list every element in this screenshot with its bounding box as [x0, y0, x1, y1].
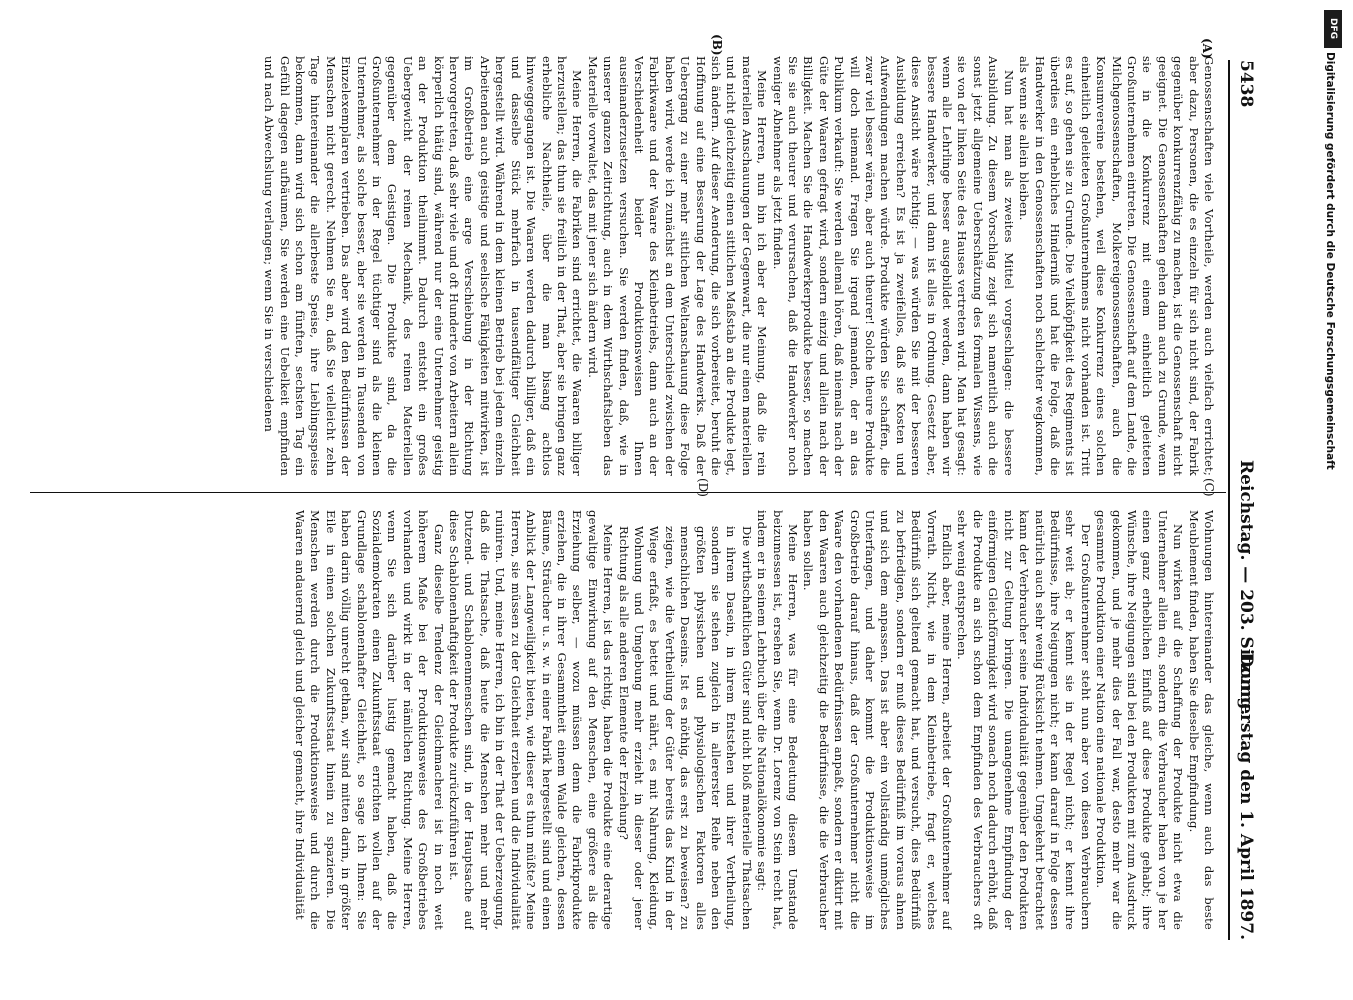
paragraph: Meine Herren, die Fabriken sind errichtet, die Waaren billiger herzustellen; das thun sie freilich in der That, aber sie bringen ganz erhebliche Nachtheile, über die man bisang achtlos hinweggegangen ist. Die Waaren werden dadurch billiger, daß ein und dasselbe Stück mehrfach in tausendfältiger Gleichheit hergestellt wird. Während in dem kleinen Betrieb bei jedem einzeln Arbeitenden auch geistige und seelische Fähigkeiten mitwirken, ist im Großbetrieb eine arge Verschiebung in der Richtung hervorgetreten, daß sehr viele und oft Hunderte von Arbeitern allein körperlich thätig sind, während nur der eine Unternehmer geistig an der Produktion theilnimmt. Dadurch entsteht ein großes Uebergewicht der reinen Mechanik, des reinen Materiellen gegenüber dem Geistigen. Die Produkte sind, da die Großunternehmer in der Regel tüchtiger sind als die kleinen Unternehmer, als solche besser, aber sie werden in Tausenden von Einzelexemplaren vertrieben. Das aber wird den Bedürfnissen der Menschen nicht gerecht. Nehmen Sie an, daß Sie vielleicht zehn Tage hintereinander die allerbeste Speise, ihre Lieblingsspeise bekommen, dann wird sich schon am fünften, sechsten Tag ein Gefühl dagegen aufbäumen, Sie werden eine Uebelkeit empfinden und nach Abwechslung verlangen; wenn Sie in verschiedenen [262, 56, 585, 476]
session-title: Reichstag. — 203. Sitzung. [1236, 460, 1256, 716]
margin-marker-c: (C) [1202, 478, 1216, 497]
paragraph: Nun wirken auf die Schaffung der Produkte nicht etwa die Unternehmer allein ein, sondern die Verbraucher haben von je her einen ganz erheblichen Einfluß auf diese Produkte gehabt; ihre Wünsche, ihre Neigungen sind bei den Produkten mit zum Ausdruck gekommen, und je mehr dies der Fall war, desto mehr war die gesammte Produktion einer Nation eine nationale Produktion. [1094, 510, 1186, 930]
page-header [1226, 60, 1256, 940]
rotated-document [2, 0, 1292, 1000]
margin-marker-b: (B) [710, 34, 724, 56]
page-number: 5438 [1236, 60, 1256, 108]
paragraph: Endlich aber, meine Herren, arbeitet der Großunternehmer auf Vorrath. Nicht, wie in dem Kleinbetriebe, fragt er, welches Bedürfniß sich geltend gemacht hat, und versucht, dies Bedürfniß zu befriedigen, sondern er muß dieses Bedürfniß im voraus ahnen und sich dem anpassen. Das ist aber ein vollständig unmögliches Unterfangen, und daher kommt die Produktionsweise im Großbetrieb darauf hinaus, daß der Großunternehmer nicht die Waare den vorhandenen Bedürfnissen anpaßt, sondern er diktirt mit den Waaren auch gleichzeitig die Bedürfnisse, die die Verbraucher haben sollen. [801, 510, 955, 930]
left-column [30, 56, 1216, 476]
session-date: Donnerstag den 1. April 1897. [1236, 652, 1256, 940]
paragraph: Genossenschaften viele Vortheile, werden auch vielfach errichtet; aber dazu, Personen, die es einzeln für sich nicht sind, der Fabrik gegenüber konkurrenzfähig zu machen, ist die Genossenschaft nicht geeignet. Die Genossenschaften gehen dann auch zu Grunde, wenn sie in die Konkurrenz mit einem einheitlich geleiteten Großunternehmen eintreten. Die Genossenschaft auf dem Lande, die Milchgenossenschaften, Molkereigenossenschaften, auch die Konsumvereine bestehen, weil diese Konkurrenz eines solchen einheitlich geleiteten Großunternehmens nicht vorhanden ist. Tritt es auf, so gehen sie zu Grunde. Die Vielköpfigkeit des Regiments ist überdies ein erhebliches Hinderniß und hat die Folge, daß die Handwerker in den Genossenschaften noch schlechter wegkommen, als wenn sie allein bleiben. [1017, 56, 1216, 476]
block-quote: Die wirthschaftlichen Güter sind nicht bloß materielle Thatsachen in ihrem Dasein, in ihrem Entstehen und ihrer Vertheilung, sondern sie stehen zugleich in allererster Reihe neben den größten physischen und physiologischen Faktoren alles menschlichen Daseins. Ist es nöthig, das erst zu beweisen? zu zeigen, wie die Vertheilung der Güter bereits das Kind in der Wiege erfaßt, es bettet und nährt, es mit Nahrung, Kleidung, Wohnung und Umgebung mehr erzieht in dieser oder jener Richtung als alle anderen Elemente der Erziehung? [616, 526, 754, 930]
paragraph: Nun hat man als zweites Mittel vorgeschlagen: die bessere Ausbildung. Zu diesem Vorschlag zeigt sich namentlich auch die sonst jetzt allgemeine Ueberschätzung des formalen Wissens, wie sie von der linken Seite des Hauses vertreten wird. Man hat gesagt: wenn alle Lehrlinge besser ausgebildet werden, dann haben wir bessere Handwerker, und dann ist alles in Ordnung. Gesetzt aber, diese Ansicht wäre richtig: — was würden Sie mit der besseren Ausbildung erreichen? Es ist ja zweifellos, daß sie Kosten und Aufwendungen machen würde. Produkte würden Sie schaffen, die zwar viel besser wären, aber auch theurer! Solche theure Produkte will doch niemand. Fragen Sie irgend jemanden, der an das Publikum verkauft: Sie werden allemal hören, daß niemals nach der Güte der Waaren gefragt wird, sondern einzig und allein nach der Billigkeit. Machen Sie die Handwerkerprodukte besser, so machen Sie sie auch theurer und verursachen, daß die Handwerker noch weniger Abnehmer als jetzt finden. [770, 56, 1016, 476]
digitization-credit [1322, 10, 1346, 750]
dfg-logo: DFG [1324, 10, 1342, 48]
header-rule [1228, 60, 1230, 940]
paragraph: Wohnungen hintereinander das gleiche, wenn auch das beste Meublement finden, haben Sie dieselbe Empfindung. [1186, 510, 1216, 930]
right-column [30, 510, 1216, 930]
margin-marker-d: (D) [696, 478, 710, 497]
margin-marker-a: (A) [1200, 38, 1214, 59]
paragraph: Meine Herren, nun bin ich aber der Meinung, daß die rein materiellen Anschauungen der Gegenwart, die nur einen materiellen und nicht gleichzeitig einen sittlichen Maßstab an die Produkte legt, sich ändern. Auf dieser Aenderung, die sich vorbereitet, beruht die Hoffnung auf eine Besserung der Lage des Handwerks. Daß der Uebergang zu einer mehr sittlichen Weltanschauung diese Folge haben wird, werde ich zunächst an dem Unterschied zwischen der Fabrikwaare und der Waare des Kleinbetriebs, dann auch an der Verschiedenheit beider Produktionsweisen Ihnen auseinanderzusetzen versuchen. Sie werden finden, daß, wie in unserer ganzen Zeitrichtung, auch in dem Wirthschaftsleben das Materielle vorwaltet, das mit jener sich ändern wird. [585, 56, 770, 476]
paragraph: Der Großunternehmer steht nun aber von diesen Verbrauchern sehr weit ab; er kennt sie in der Regel nicht; er kennt ihre Bedürfnisse, ihre Neigungen nicht; er kann darauf in Folge dessen natürlich auch sehr wenig Rücksicht nehmen. Umgekehrt betrachtet kann der Verbraucher seine Individualität gegenüber den Produkten nicht zur Geltung bringen. Die unangenehme Empfindung der einförmigen Gleichförmigkeit wird sonach noch dadurch erhöht, daß die Produkte an sich schon dem Empfinden des Verbrauchers oft sehr wenig entsprechen. [955, 510, 1093, 930]
paragraph: Meine Herren, ist das richtig, haben die Produkte eine derartige gewaltige Einwirkung auf den Menschen, eine größere als die Erziehung selber, — wozu müssen denn die Fabrikprodukte erziehen, die in ihrer Gesammtheit einem Walde gleichen, dessen Bäume, Sträucher u. s. w. in einer Fabrik hergestellt sind und einen Anblick der Langweiligkeit bieten, wie dieser es thun müßte? Meine Herren, sie müssen zu der Gleichheit erziehen und die Individualität ruiniren. Und, meine Herren, ich bin in der That der Ueberzeugung, daß die Thatsache, daß heute die Menschen mehr und mehr Dutzend- und Schablonenmenschen sind, in der Hauptsache auf diese Schablonenhaftigkeit der Produkte zurückzuführen ist. [447, 510, 616, 930]
paragraph: Meine Herren, was für eine Bedeutung diesem Umstande beizumessen ist, ersehen Sie, wenn Dr. Lorenz von Stein recht hat, indem er in seinem Lehrbuch über die Nationalökonomie sagt: [755, 510, 801, 930]
credit-text: Digitalisierung gefördert durch die Deutsche Forschungsgemeinschaft [1324, 52, 1336, 470]
column-divider [30, 492, 1226, 493]
paragraph: Ganz dieselbe Tendenz der Gleichmacherei ist in noch weit höherem Maße bei der Produktionsweise des Großbetriebes vorhanden und wirkt in der nämlichen Richtung. Meine Herren, wenn Sie sich darüber lustig gemacht haben, daß die Sozialdemokraten einen Zukunftsstaat errichten wollen auf der Grundlage schablonenhafter Gleichheit, so sage ich Ihnen: Sie haben darin völlig unrecht gethan, wir sind mitten darin, in größter Eile in einen solchen Zukunftsstaat hinein zu spazieren. Die Menschen werden durch die Produktionsweise und durch die Waaren andauernd gleich und gleicher gemacht, ihre Individualität [293, 510, 446, 930]
